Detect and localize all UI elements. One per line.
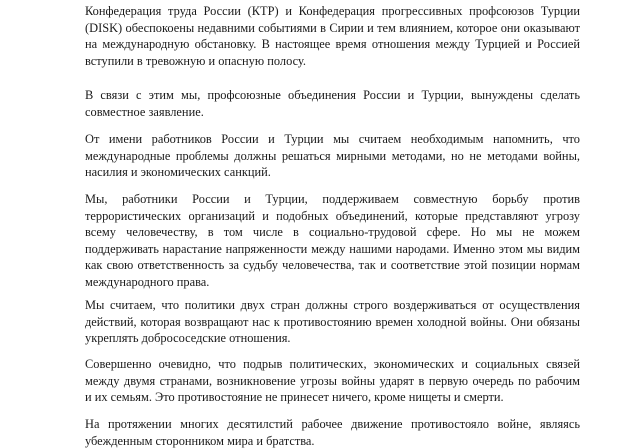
text-line: действий, которая возвращают нас к противостоянию времен холодной войны. Они обязаны bbox=[85, 314, 580, 329]
text-line: Мы, работники России и Турции, поддерживаем совместную борьбу против bbox=[85, 192, 580, 206]
text-line: международные проблемы должны решаться мирными методами, но не методами войны, bbox=[85, 148, 580, 163]
text-line: Мы считаем, что политики двух стран должны строго воздерживаться от осуществления bbox=[85, 298, 580, 312]
paragraph-5 bbox=[85, 297, 580, 347]
text-line: вступили в тревожную и опасную полосу. bbox=[85, 53, 306, 68]
text-line: На протяжении многих десятилстий рабочее движение противостояло войне, являясь bbox=[85, 417, 580, 431]
text-line: совместное заявление. bbox=[85, 104, 204, 119]
text-line: насилия и экономических санкций. bbox=[85, 165, 271, 180]
paragraph-4 bbox=[85, 191, 580, 291]
text-line: на международную обстановку. В настоящее время отношения между Турцией и Россией bbox=[85, 37, 580, 52]
text-line: От имени работников России и Турции мы считаем необходимым напомнить, что bbox=[85, 132, 580, 146]
text-line: террористических организаций и подобных объединений, которые представляют угрозу bbox=[85, 208, 580, 223]
paragraph-1 bbox=[85, 3, 580, 69]
text-line: (DISK) обеспокоены недавними событиями в Сирии и тем влиянием, которое они оказывают bbox=[85, 20, 580, 35]
text-line: международного права. bbox=[85, 274, 210, 289]
text-line: В связи с этим мы, профсоюзные объединения России и Турции, вынуждены сделать bbox=[85, 88, 580, 102]
text-line: между двумя странами, возникновение угрозы войны ударят в первую очередь по рабочим bbox=[85, 373, 580, 388]
paragraph-6 bbox=[85, 356, 580, 406]
paragraph-3 bbox=[85, 131, 580, 181]
paragraph-7 bbox=[85, 416, 580, 448]
text-line: Конфедерация труда России (КТР) и Конфедерация прогрессивных профсоюзов Турции bbox=[85, 4, 580, 18]
text-line: Совершенно очевидно, что подрыв политических, экономических и социальных связей bbox=[85, 357, 580, 371]
text-line: убежденным сторонником мира и братства. bbox=[85, 433, 315, 448]
text-line: всему человечеству, в том числе в социально-трудовой сфере. Но мы не можем bbox=[85, 225, 580, 240]
text-line: укреплять добрососедские отношения. bbox=[85, 331, 291, 346]
text-line: как свою ответственность за судьбу человечества, так и соответствие этой позиции нормам bbox=[85, 258, 580, 273]
text-line: поддерживать нарастание напряженности между нашими народами. Именно этом мы видим bbox=[85, 241, 580, 256]
paragraph-2 bbox=[85, 87, 580, 120]
text-line: и их семьям. Это противостояние не принесет ничего, кроме нищеты и смерти. bbox=[85, 390, 504, 405]
